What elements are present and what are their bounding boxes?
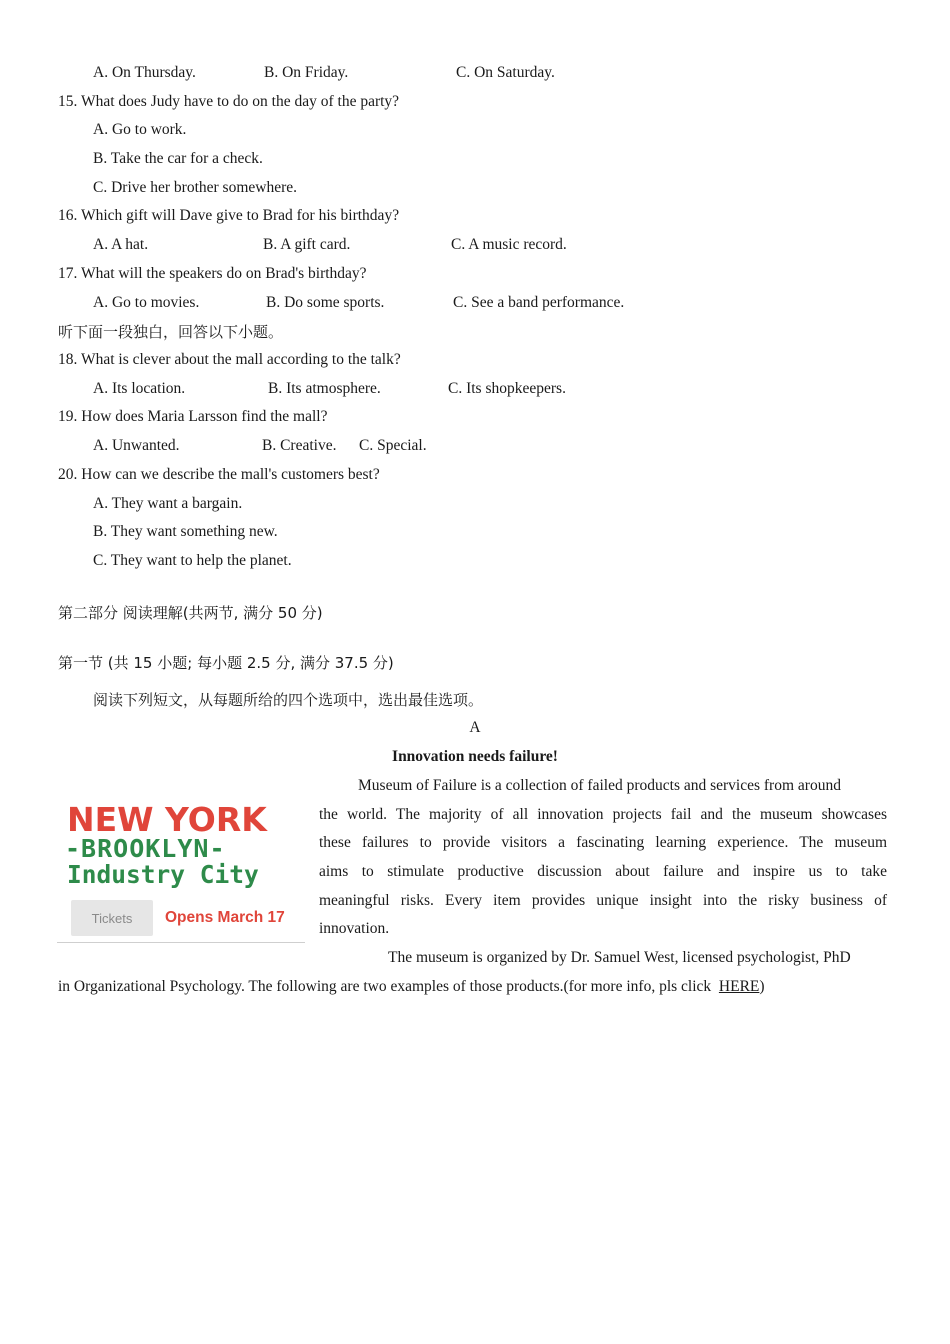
q19-option-b: B. Creative. xyxy=(262,437,337,454)
logo-line-1: NEW YORK xyxy=(67,800,267,839)
para1-line: the world. The majority of all innovation projects fail and the museum showcases xyxy=(319,806,887,823)
q20-option-b: B. They want something new. xyxy=(93,523,278,540)
para2-line-2 xyxy=(58,977,765,997)
q15-option-b: B. Take the car for a check. xyxy=(93,150,263,167)
q18-option-c: C. Its shopkeepers. xyxy=(448,380,566,397)
para2-line-1: The museum is organized by Dr. Samuel West, licensed psychologist, PhD xyxy=(388,949,851,966)
q17-option-a: A. Go to movies. xyxy=(93,294,200,311)
reading-instruction: 阅读下列短文，从每题所给的四个选项中，选出最佳选项。 xyxy=(93,691,484,709)
q15-question: 15. What does Judy have to do on the day of the party? xyxy=(58,93,400,110)
section1-heading: 第一节 (共 15 小题; 每小题 2.5 分, 满分 37.5 分) xyxy=(58,654,394,672)
tickets-button: Tickets xyxy=(71,900,153,936)
q20-option-a: A. They want a bargain. xyxy=(93,495,243,512)
q16-option-c: C. A music record. xyxy=(451,236,567,253)
q16-question: 16. Which gift will Dave give to Brad for his birthday? xyxy=(58,207,400,224)
industry-city-logo xyxy=(57,788,305,943)
q14-option-a: A. On Thursday. xyxy=(93,64,196,81)
para2-text: in Organizational Psychology. The following are two examples of those products.(for more info, pls click xyxy=(58,978,712,995)
q14-option-c: C. On Saturday. xyxy=(456,64,555,81)
part2-heading: 第二部分 阅读理解(共两节, 满分 50 分) xyxy=(58,604,323,622)
para1-line: Museum of Failure is a collection of failed products and services from around xyxy=(358,777,841,794)
q19-question: 19. How does Maria Larsson find the mall? xyxy=(58,408,328,425)
logo-line-3: Industry City xyxy=(67,860,259,889)
q17-option-c: C. See a band performance. xyxy=(453,294,625,311)
q19-option-a: A. Unwanted. xyxy=(93,437,180,454)
q15-option-a: A. Go to work. xyxy=(93,121,187,138)
para1-line: innovation. xyxy=(319,920,390,937)
q17-question: 17. What will the speakers do on Brad's birthday? xyxy=(58,265,367,282)
here-link[interactable]: HERE xyxy=(718,978,760,995)
q20-question: 20. How can we describe the mall's customers best? xyxy=(58,466,380,483)
q15-option-c: C. Drive her brother somewhere. xyxy=(93,179,298,196)
monologue-instruction: 听下面一段独白，回答以下小题。 xyxy=(58,323,284,341)
passage-letter: A xyxy=(469,719,481,736)
para1-line: meaningful risks. Every item provides unique insight into the risky business of xyxy=(319,892,887,909)
q20-option-c: C. They want to help the planet. xyxy=(93,552,292,569)
q18-option-b: B. Its atmosphere. xyxy=(268,380,381,397)
para2-tail: ) xyxy=(759,978,765,995)
para1-line: aims to stimulate productive discussion about failure and inspire us to take xyxy=(319,863,887,880)
opens-date: Opens March 17 xyxy=(165,909,285,926)
q18-option-a: A. Its location. xyxy=(93,380,186,397)
passage-title: Innovation needs failure! xyxy=(392,748,558,765)
para1-line: these failures to provide visitors a fascinating learning experience. The museum xyxy=(319,834,887,851)
q17-option-b: B. Do some sports. xyxy=(266,294,385,311)
q14-option-b: B. On Friday. xyxy=(264,64,349,81)
q19-option-c: C. Special. xyxy=(359,437,427,454)
logo-line-2: -BROOKLYN- xyxy=(65,834,226,863)
q16-option-b: B. A gift card. xyxy=(263,236,351,253)
q16-option-a: A. A hat. xyxy=(93,236,149,253)
q18-question: 18. What is clever about the mall according to the talk? xyxy=(58,351,401,368)
